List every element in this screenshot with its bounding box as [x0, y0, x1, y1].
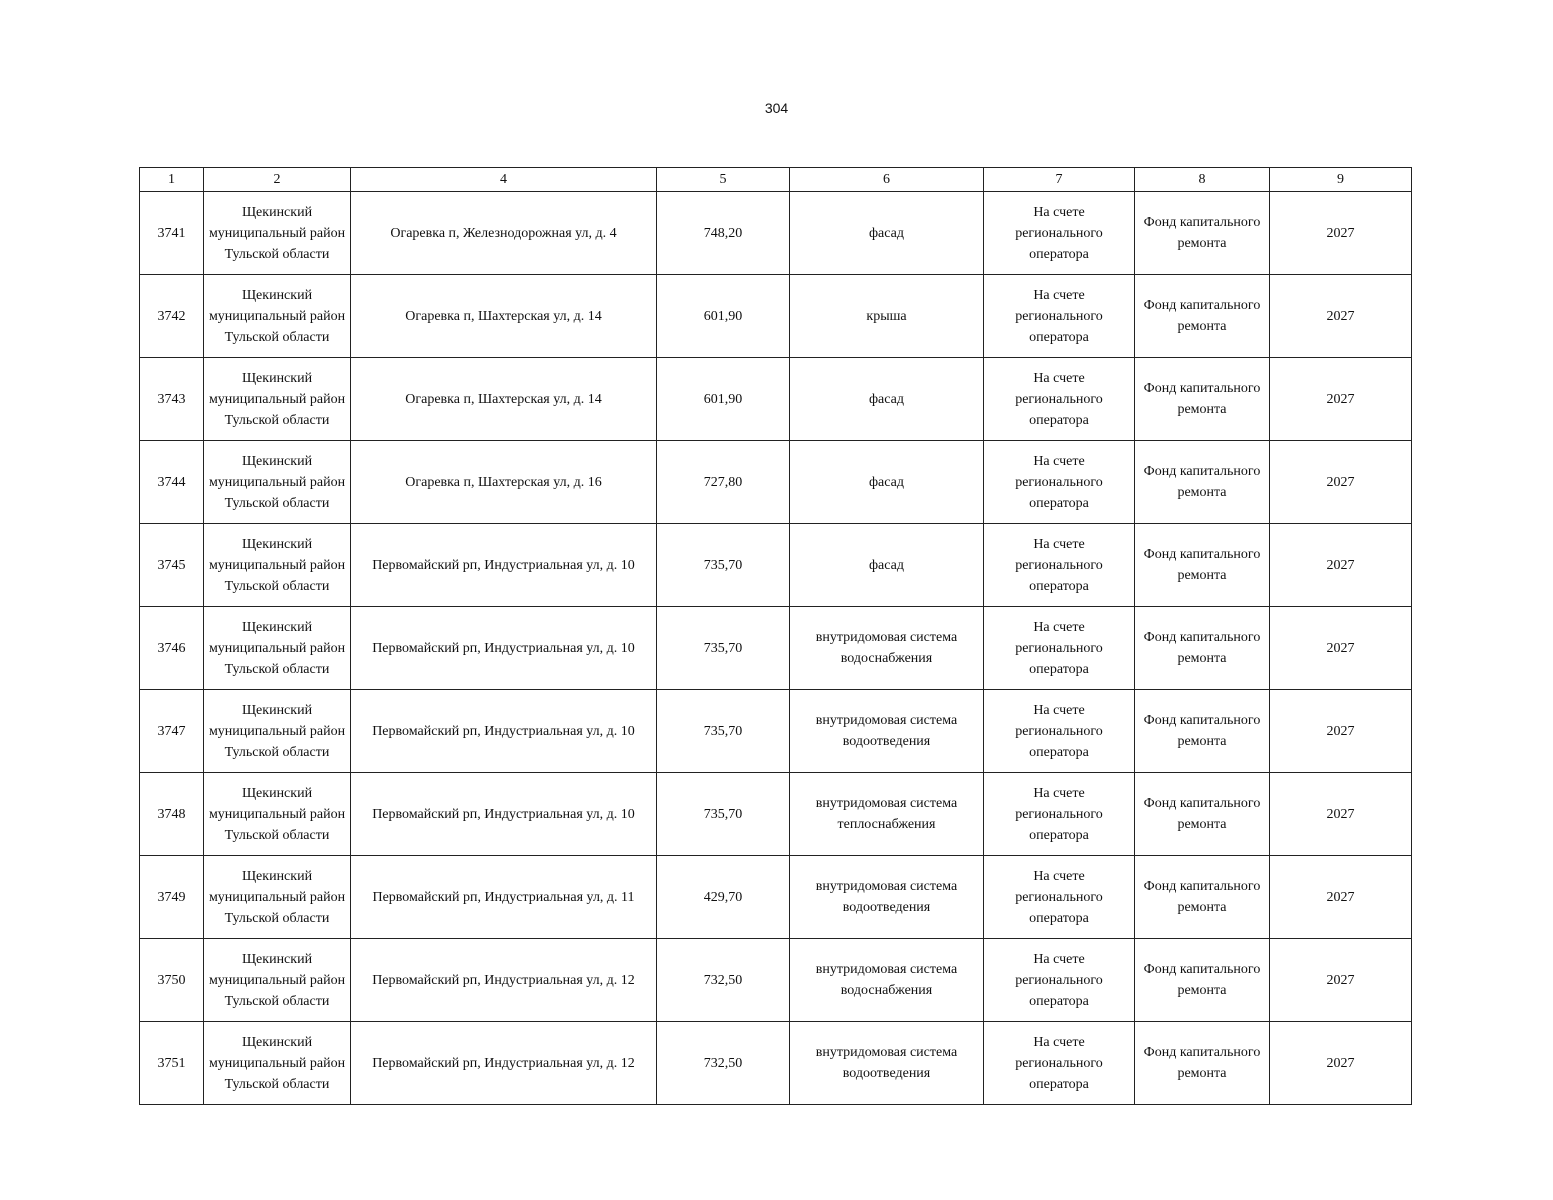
area-cell-text: 748,20: [703, 225, 743, 241]
account-cell: [984, 441, 1135, 524]
address-cell-text: Первомайский рп, Индустриальная ул, д. 10: [372, 557, 635, 573]
account-cell: [984, 607, 1135, 690]
address-cell-text: Огаревка п, Шахтерская ул, д. 16: [405, 474, 602, 490]
year-cell: [1270, 192, 1412, 275]
work-type-cell-text: внутридомовая система водоотведения: [815, 1045, 958, 1081]
account-cell: [984, 773, 1135, 856]
account-cell: [984, 690, 1135, 773]
work-type-cell-text: крыша: [866, 308, 907, 324]
year-cell: [1270, 358, 1412, 441]
column-header: 4: [351, 168, 657, 192]
account-cell: [984, 275, 1135, 358]
year-cell-text: 2027: [1326, 474, 1355, 490]
work-type-cell: [790, 441, 984, 524]
account-cell: [984, 524, 1135, 607]
funding-source-cell-text: Фонд капитального ремонта: [1143, 381, 1261, 417]
address-cell: [351, 1022, 657, 1105]
address-cell-text: Огаревка п, Железнодорожная ул, д. 4: [390, 225, 617, 241]
row-number-cell-text: 3741: [157, 225, 186, 241]
year-cell-text: 2027: [1326, 225, 1355, 241]
year-cell: [1270, 939, 1412, 1022]
account-cell: [984, 358, 1135, 441]
district-cell: [204, 1022, 351, 1105]
row-number-cell-text: 3750: [157, 972, 186, 988]
funding-source-cell: [1135, 690, 1270, 773]
row-number-cell-text: 3743: [157, 391, 186, 407]
funding-source-cell-text: Фонд капитального ремонта: [1143, 298, 1261, 334]
address-cell: [351, 773, 657, 856]
address-cell: [351, 358, 657, 441]
year-cell-text: 2027: [1326, 640, 1355, 656]
table-row: [140, 1022, 1412, 1105]
row-number-cell: [140, 441, 204, 524]
district-cell: [204, 773, 351, 856]
address-cell-text: Первомайский рп, Индустриальная ул, д. 10: [372, 806, 635, 822]
row-number-cell-text: 3746: [157, 640, 186, 656]
area-cell-text: 601,90: [703, 391, 743, 407]
address-cell-text: Огаревка п, Шахтерская ул, д. 14: [405, 308, 602, 324]
row-number-cell-text: 3747: [157, 723, 186, 739]
district-cell-text: Щекинский муниципальный район Тульской области: [208, 370, 346, 428]
row-number-cell-text: 3751: [157, 1055, 186, 1071]
district-cell-text: Щекинский муниципальный район Тульской области: [208, 287, 346, 345]
table-header: [140, 168, 1412, 192]
funding-source-cell: [1135, 856, 1270, 939]
row-number-cell: [140, 275, 204, 358]
area-cell-text: 601,90: [703, 308, 743, 324]
account-cell-text: На счете регионального оператора: [1015, 453, 1103, 511]
column-header: 8: [1135, 168, 1270, 192]
address-cell-text: Первомайский рп, Индустриальная ул, д. 11: [372, 889, 635, 905]
page-number: 304: [764, 100, 789, 116]
row-number-cell: [140, 358, 204, 441]
address-cell-text: Первомайский рп, Индустриальная ул, д. 10: [372, 640, 635, 656]
account-cell: [984, 939, 1135, 1022]
header-row: [140, 168, 1412, 192]
district-cell: [204, 939, 351, 1022]
address-cell: [351, 192, 657, 275]
work-type-cell-text: внутридомовая система водоснабжения: [815, 962, 958, 998]
year-cell-text: 2027: [1326, 391, 1355, 407]
funding-source-cell: [1135, 939, 1270, 1022]
district-cell-text: Щекинский муниципальный район Тульской области: [208, 951, 346, 1009]
work-type-cell-text: внутридомовая система водоотведения: [815, 713, 958, 749]
funding-source-cell: [1135, 524, 1270, 607]
work-type-cell: [790, 192, 984, 275]
account-cell-text: На счете регионального оператора: [1015, 702, 1103, 760]
address-cell: [351, 524, 657, 607]
district-cell-text: Щекинский муниципальный район Тульской области: [208, 204, 346, 262]
account-cell-text: На счете регионального оператора: [1015, 204, 1103, 262]
funding-source-cell-text: Фонд капитального ремонта: [1143, 796, 1261, 832]
work-type-cell: [790, 856, 984, 939]
district-cell-text: Щекинский муниципальный район Тульской области: [208, 702, 346, 760]
year-cell: [1270, 607, 1412, 690]
account-cell: [984, 1022, 1135, 1105]
area-cell-text: 735,70: [703, 806, 743, 822]
table-row: [140, 856, 1412, 939]
district-cell-text: Щекинский муниципальный район Тульской области: [208, 619, 346, 677]
work-type-cell-text: фасад: [868, 557, 904, 573]
account-cell-text: На счете регионального оператора: [1015, 536, 1103, 594]
address-cell: [351, 856, 657, 939]
year-cell-text: 2027: [1326, 972, 1355, 988]
repair-register-table: [139, 167, 1412, 1105]
funding-source-cell: [1135, 275, 1270, 358]
area-cell-text: 735,70: [703, 723, 743, 739]
row-number-cell: [140, 1022, 204, 1105]
column-header: 5: [657, 168, 790, 192]
table-row: [140, 690, 1412, 773]
funding-source-cell-text: Фонд капитального ремонта: [1143, 215, 1261, 251]
district-cell-text: Щекинский муниципальный район Тульской области: [208, 1034, 346, 1092]
area-cell-text: 735,70: [703, 640, 743, 656]
district-cell: [204, 192, 351, 275]
work-type-cell: [790, 773, 984, 856]
district-cell: [204, 275, 351, 358]
row-number-cell-text: 3748: [157, 806, 186, 822]
account-cell-text: На счете регионального оператора: [1015, 1034, 1103, 1092]
row-number-cell: [140, 192, 204, 275]
column-header: 1: [140, 168, 204, 192]
area-cell: [657, 939, 790, 1022]
year-cell-text: 2027: [1326, 557, 1355, 573]
work-type-cell: [790, 275, 984, 358]
account-cell-text: На счете регионального оператора: [1015, 868, 1103, 926]
row-number-cell-text: 3742: [157, 308, 186, 324]
area-cell-text: 429,70: [703, 889, 743, 905]
account-cell: [984, 192, 1135, 275]
funding-source-cell: [1135, 358, 1270, 441]
work-type-cell: [790, 939, 984, 1022]
area-cell-text: 732,50: [703, 972, 743, 988]
area-cell: [657, 524, 790, 607]
row-number-cell: [140, 524, 204, 607]
table-row: [140, 939, 1412, 1022]
account-cell: [984, 856, 1135, 939]
district-cell: [204, 607, 351, 690]
funding-source-cell: [1135, 192, 1270, 275]
column-header: 9: [1270, 168, 1412, 192]
district-cell-text: Щекинский муниципальный район Тульской области: [208, 868, 346, 926]
year-cell-text: 2027: [1326, 806, 1355, 822]
work-type-cell-text: внутридомовая система водоотведения: [815, 879, 958, 915]
work-type-cell: [790, 524, 984, 607]
work-type-cell: [790, 1022, 984, 1105]
funding-source-cell: [1135, 773, 1270, 856]
year-cell: [1270, 856, 1412, 939]
district-cell: [204, 358, 351, 441]
table-row: [140, 607, 1412, 690]
area-cell: [657, 690, 790, 773]
address-cell: [351, 690, 657, 773]
area-cell: [657, 607, 790, 690]
area-cell-text: 727,80: [703, 474, 743, 490]
year-cell-text: 2027: [1326, 723, 1355, 739]
area-cell: [657, 1022, 790, 1105]
row-number-cell-text: 3745: [157, 557, 186, 573]
district-cell: [204, 441, 351, 524]
table-row: [140, 773, 1412, 856]
funding-source-cell-text: Фонд капитального ремонта: [1143, 713, 1261, 749]
work-type-cell: [790, 607, 984, 690]
funding-source-cell-text: Фонд капитального ремонта: [1143, 1045, 1261, 1081]
area-cell-text: 735,70: [703, 557, 743, 573]
table-body: [140, 192, 1412, 1105]
district-cell: [204, 524, 351, 607]
year-cell-text: 2027: [1326, 889, 1355, 905]
area-cell: [657, 358, 790, 441]
address-cell: [351, 441, 657, 524]
address-cell: [351, 607, 657, 690]
row-number-cell: [140, 856, 204, 939]
area-cell: [657, 856, 790, 939]
area-cell: [657, 441, 790, 524]
funding-source-cell-text: Фонд капитального ремонта: [1143, 464, 1261, 500]
year-cell-text: 2027: [1326, 308, 1355, 324]
account-cell-text: На счете регионального оператора: [1015, 785, 1103, 843]
year-cell: [1270, 690, 1412, 773]
area-cell: [657, 275, 790, 358]
district-cell-text: Щекинский муниципальный район Тульской области: [208, 785, 346, 843]
funding-source-cell-text: Фонд капитального ремонта: [1143, 962, 1261, 998]
work-type-cell-text: внутридомовая система теплоснабжения: [815, 796, 958, 832]
account-cell-text: На счете регионального оператора: [1015, 370, 1103, 428]
address-cell-text: Первомайский рп, Индустриальная ул, д. 12: [372, 972, 635, 988]
funding-source-cell-text: Фонд капитального ремонта: [1143, 879, 1261, 915]
row-number-cell: [140, 690, 204, 773]
work-type-cell-text: фасад: [868, 391, 904, 407]
table-row: [140, 192, 1412, 275]
work-type-cell-text: фасад: [868, 474, 904, 490]
account-cell-text: На счете регионального оператора: [1015, 619, 1103, 677]
funding-source-cell-text: Фонд капитального ремонта: [1143, 630, 1261, 666]
row-number-cell-text: 3749: [157, 889, 186, 905]
district-cell-text: Щекинский муниципальный район Тульской области: [208, 453, 346, 511]
year-cell: [1270, 773, 1412, 856]
funding-source-cell: [1135, 1022, 1270, 1105]
funding-source-cell: [1135, 441, 1270, 524]
area-cell: [657, 192, 790, 275]
work-type-cell: [790, 358, 984, 441]
funding-source-cell: [1135, 607, 1270, 690]
row-number-cell: [140, 773, 204, 856]
table-row: [140, 358, 1412, 441]
year-cell: [1270, 275, 1412, 358]
row-number-cell: [140, 939, 204, 1022]
row-number-cell-text: 3744: [157, 474, 186, 490]
work-type-cell: [790, 690, 984, 773]
area-cell-text: 732,50: [703, 1055, 743, 1071]
column-header: 2: [204, 168, 351, 192]
table-row: [140, 275, 1412, 358]
work-type-cell-text: внутридомовая система водоснабжения: [815, 630, 958, 666]
district-cell: [204, 690, 351, 773]
row-number-cell: [140, 607, 204, 690]
year-cell: [1270, 524, 1412, 607]
column-header: 7: [984, 168, 1135, 192]
account-cell-text: На счете регионального оператора: [1015, 287, 1103, 345]
address-cell-text: Первомайский рп, Индустриальная ул, д. 12: [372, 1055, 635, 1071]
district-cell: [204, 856, 351, 939]
funding-source-cell-text: Фонд капитального ремонта: [1143, 547, 1261, 583]
year-cell-text: 2027: [1326, 1055, 1355, 1071]
work-type-cell-text: фасад: [868, 225, 904, 241]
table-row: [140, 441, 1412, 524]
area-cell: [657, 773, 790, 856]
year-cell: [1270, 441, 1412, 524]
address-cell-text: Огаревка п, Шахтерская ул, д. 14: [405, 391, 602, 407]
district-cell-text: Щекинский муниципальный район Тульской области: [208, 536, 346, 594]
table-row: [140, 524, 1412, 607]
column-header: 6: [790, 168, 984, 192]
address-cell: [351, 275, 657, 358]
account-cell-text: На счете регионального оператора: [1015, 951, 1103, 1009]
address-cell: [351, 939, 657, 1022]
year-cell: [1270, 1022, 1412, 1105]
address-cell-text: Первомайский рп, Индустриальная ул, д. 10: [372, 723, 635, 739]
